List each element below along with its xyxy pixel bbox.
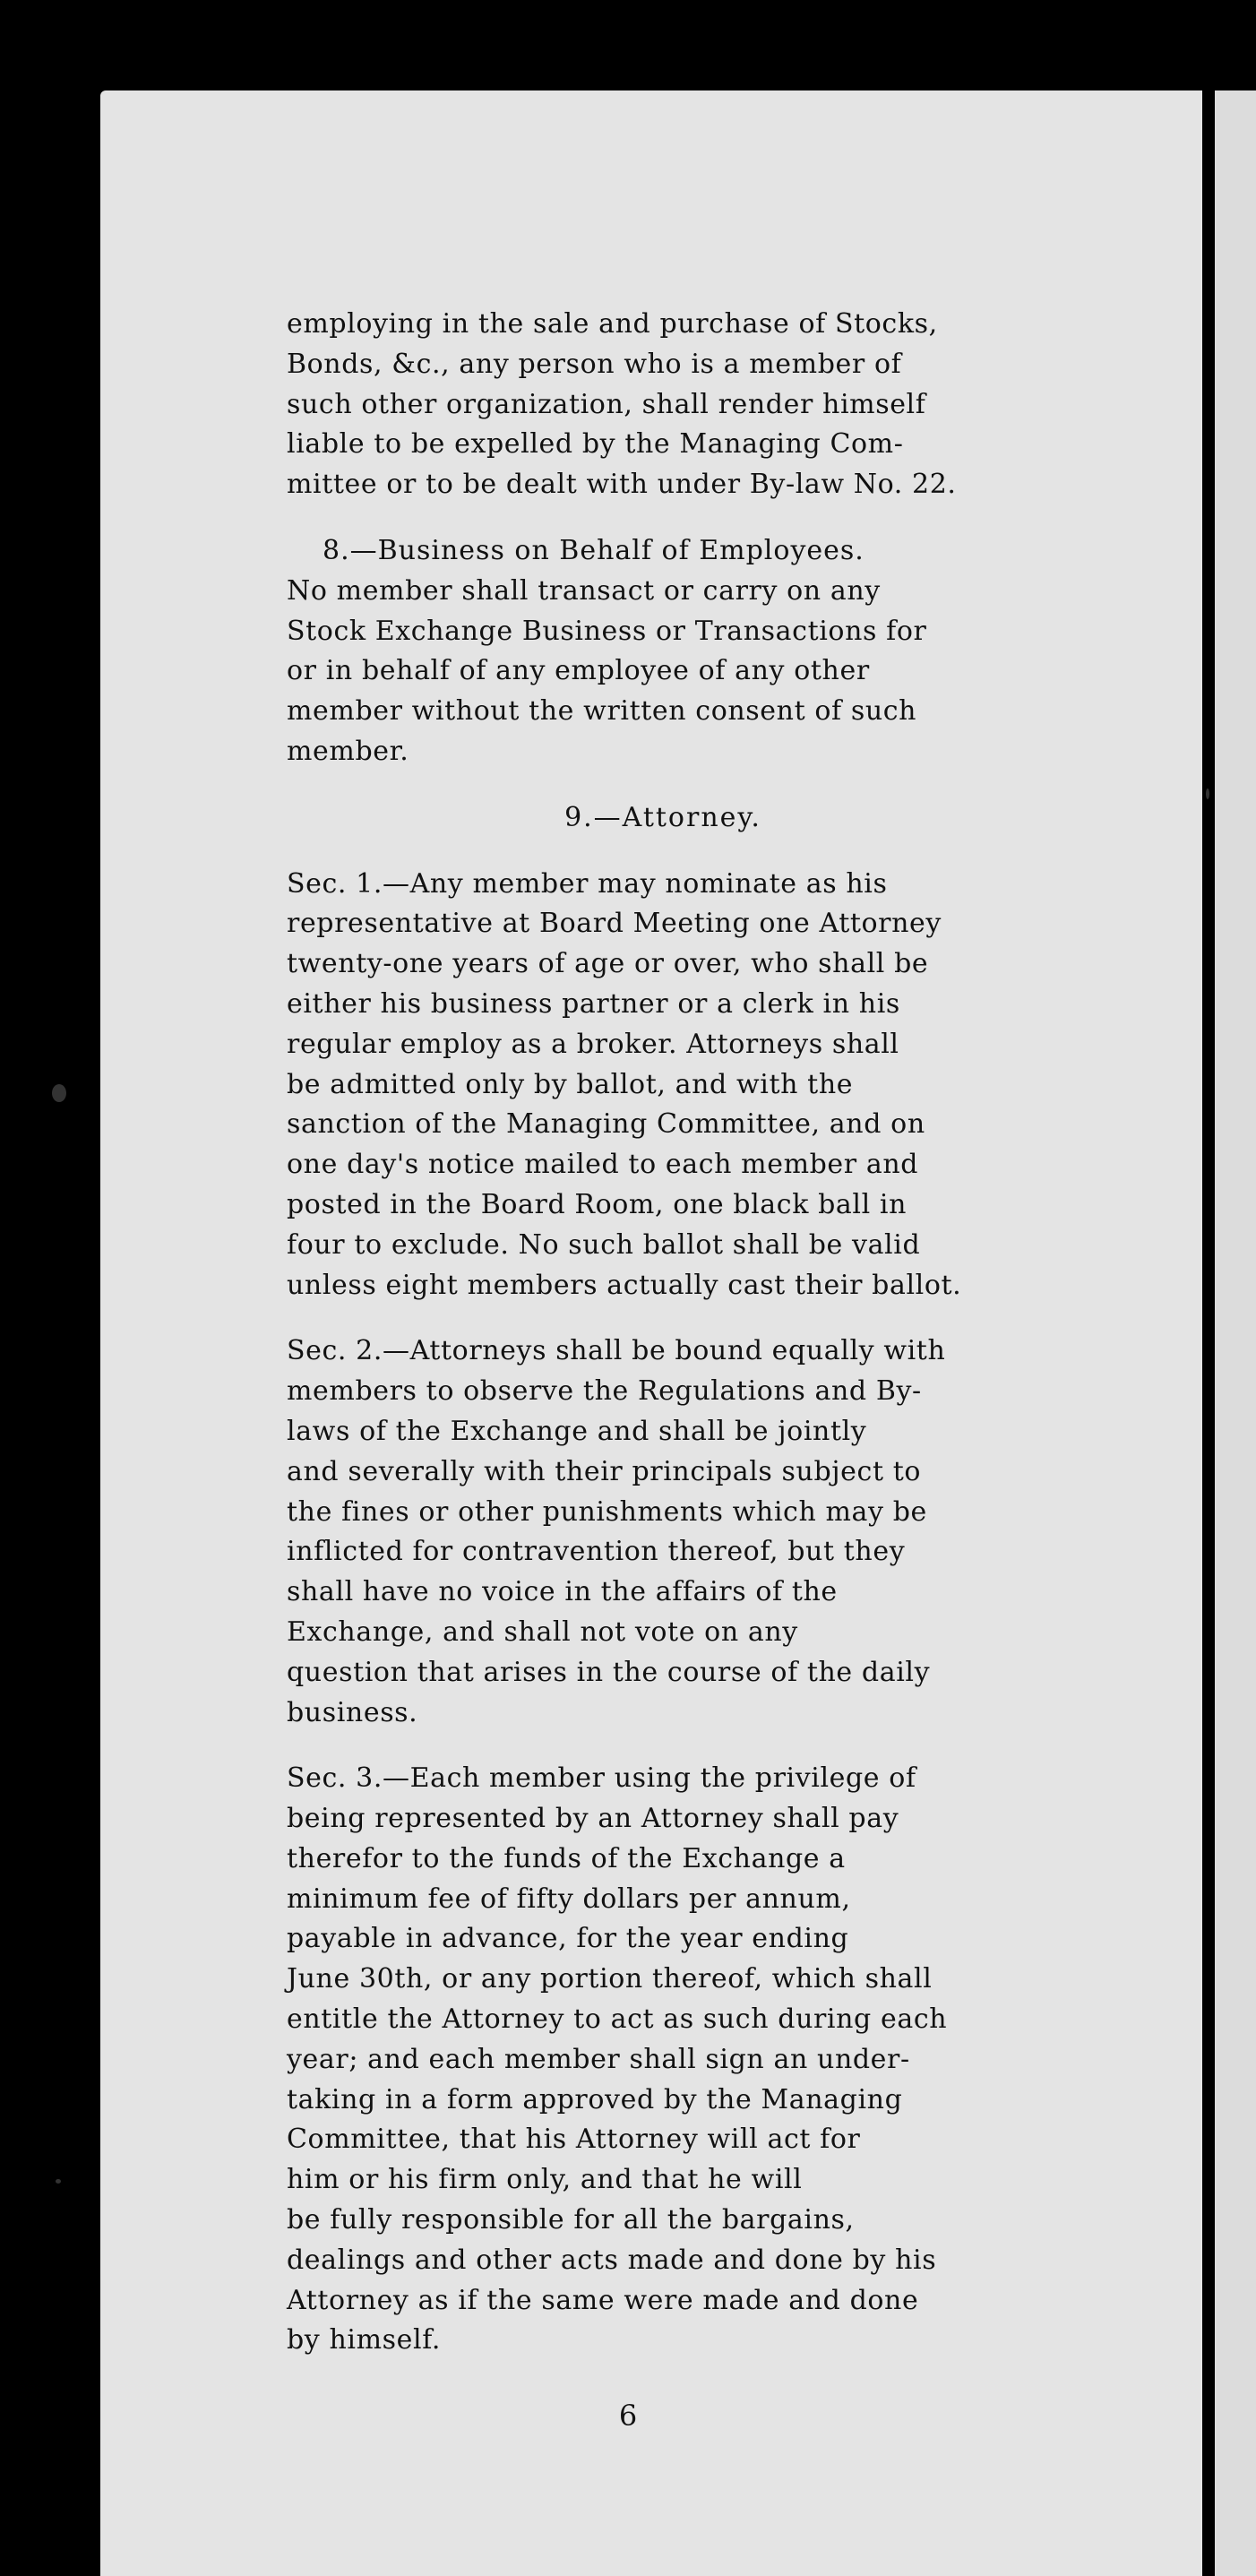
paragraph-sec-1: Sec. 1.—Any member may nominate as his representative at Board Meeting one Attorney twenty-one years of age or over, who shall be either his business partner or a clerk in his regular employ as a broker. Attorneys shall be admitted only by ballot, and with the sanction of the Managing Committee, and on one day's notice mailed to each member and posted in the Board Room, one black ball in four to exclude. No such ballot shall be valid unless eight members actually cast their ballot. (287, 867, 962, 1301)
page-blemish (56, 2179, 61, 2184)
adjacent-page-edge (1215, 90, 1256, 2576)
section-8-heading: 8.—Business on Behalf of Employees. (323, 534, 865, 566)
paragraph-sec-2: Sec. 2.—Attorneys shall be bound equally with members to observe the Regulations and By- laws of the Exchange and shall be jointly and severally with their principals subject to the fines or other punishments which may be inflicted for contravention thereof, but they shall have no voice in the affairs of the Exchange, and shall not vote on any question that arises in the course of the daily business. (287, 1335, 946, 1728)
page-blemish (52, 1084, 66, 1102)
paragraph-sec-3: Sec. 3.—Each member using the privilege of being represented by an Attorney shall pay therefor to the funds of the Exchange a minimum fee of fifty dollars per annum, payable in advance, for the year ending June 30th, or any portion thereof, which shall entitle the Attorney to act as such during each year; and each member shall sign an under- taking in a form approved by the Managing Committee, that his Attorney will act for him or his firm only, and that he will be fully responsible for all the bargains, dealings and other acts made and done by his Attorney as if the same were made and done by himself. (287, 1762, 948, 2356)
document-text (287, 305, 1039, 2361)
page-number: 6 (618, 2399, 638, 2433)
page-blemish (1206, 788, 1209, 799)
paragraph-continuation: employing in the sale and purchase of Stocks, Bonds, &c., any person who is a member of such other organization, shall render himself liable to be expelled by the Managing Com- mittee or to be dealt with under By-law No. 22. (287, 308, 957, 501)
section-9-heading: 9.—Attorney. (564, 801, 761, 833)
paragraph-section-8: 8.—Business on Behalf of Employees. No member shall transact or carry on any Stock Exchange Business or Transactions for or in behalf of any employee of any other member without the written consent of such member. (287, 534, 927, 767)
